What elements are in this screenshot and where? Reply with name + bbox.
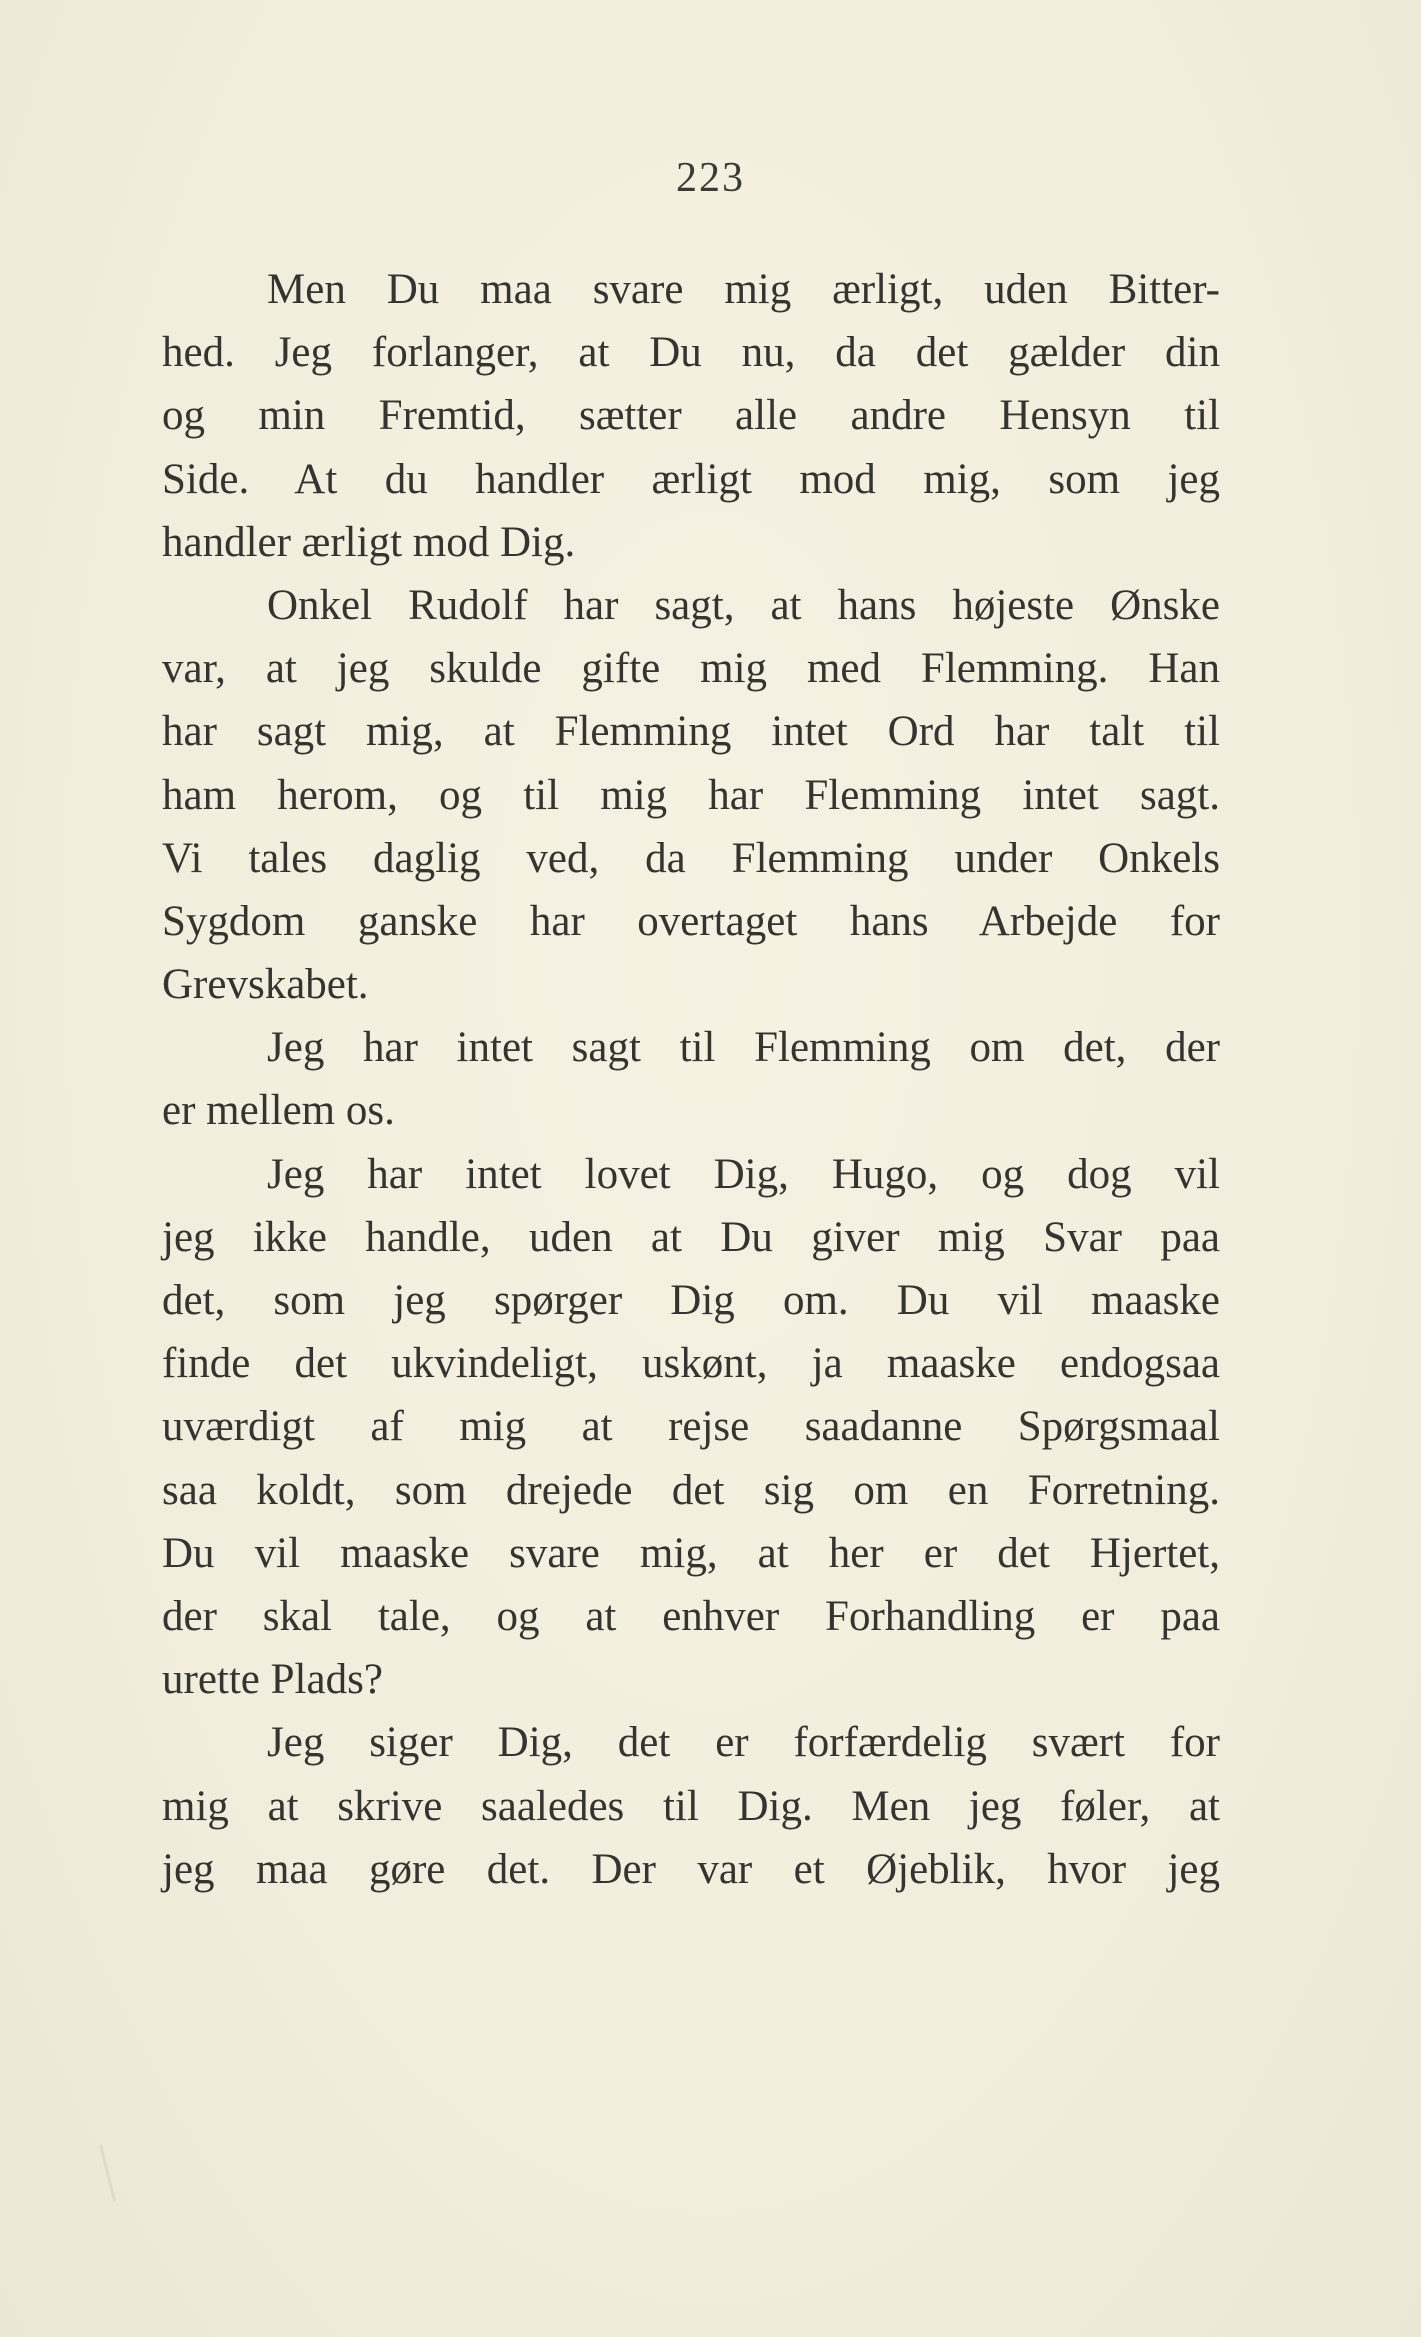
text-line: der skal tale, og at enhver Forhandling er paa (162, 1592, 1220, 1640)
text-line: har sagt mig, at Flemming intet Ord har talt til (162, 708, 1220, 756)
text-line: Side. At du handler ærligt mod mig, som jeg (162, 455, 1220, 503)
text-line: urette Plads? (162, 1656, 383, 1704)
text-line: Sygdom ganske har overtaget hans Arbejde for (162, 897, 1220, 945)
text-line: Onkel Rudolf har sagt, at hans højeste Ønske (267, 581, 1220, 629)
body-text (162, 258, 1220, 1901)
page-number: 223 (676, 155, 745, 201)
text-line: jeg ikke handle, uden at Du giver mig Svar paa (162, 1213, 1220, 1261)
text-line: og min Fremtid, sætter alle andre Hensyn til (162, 392, 1220, 440)
text-line: handler ærligt mod Dig. (162, 518, 576, 566)
text-line: Vi tales daglig ved, da Flemming under Onkels (162, 834, 1220, 882)
text-line: saa koldt, som drejede det sig om en Forretning. (162, 1466, 1220, 1514)
text-line: var, at jeg skulde gifte mig med Flemming. Han (162, 645, 1220, 693)
paper-blemish (99, 2144, 116, 2201)
text-line: er mellem os. (162, 1087, 395, 1135)
text-line: mig at skrive saaledes til Dig. Men jeg føler, at (162, 1782, 1220, 1830)
text-line: Jeg har intet lovet Dig, Hugo, og dog vil (267, 1150, 1220, 1198)
text-line: uværdigt af mig at rejse saadanne Spørgsmaal (162, 1403, 1220, 1451)
text-line: Jeg har intet sagt til Flemming om det, der (267, 1024, 1220, 1072)
text-line: Jeg siger Dig, det er forfærdelig svært for (267, 1719, 1220, 1767)
text-line: Men Du maa svare mig ærligt, uden Bitter- (267, 266, 1220, 313)
text-line: hed. Jeg forlanger, at Du nu, da det gælder din (162, 329, 1220, 377)
text-line: Grevskabet. (162, 961, 369, 1009)
text-line: jeg maa gøre det. Der var et Øjeblik, hvor jeg (162, 1845, 1220, 1893)
text-line: ham herom, og til mig har Flemming intet sagt. (162, 771, 1220, 819)
text-line: finde det ukvindeligt, uskønt, ja maaske endogsaa (162, 1340, 1220, 1388)
text-line: det, som jeg spørger Dig om. Du vil maaske (162, 1277, 1220, 1324)
text-line: Du vil maaske svare mig, at her er det Hjertet, (162, 1529, 1220, 1577)
